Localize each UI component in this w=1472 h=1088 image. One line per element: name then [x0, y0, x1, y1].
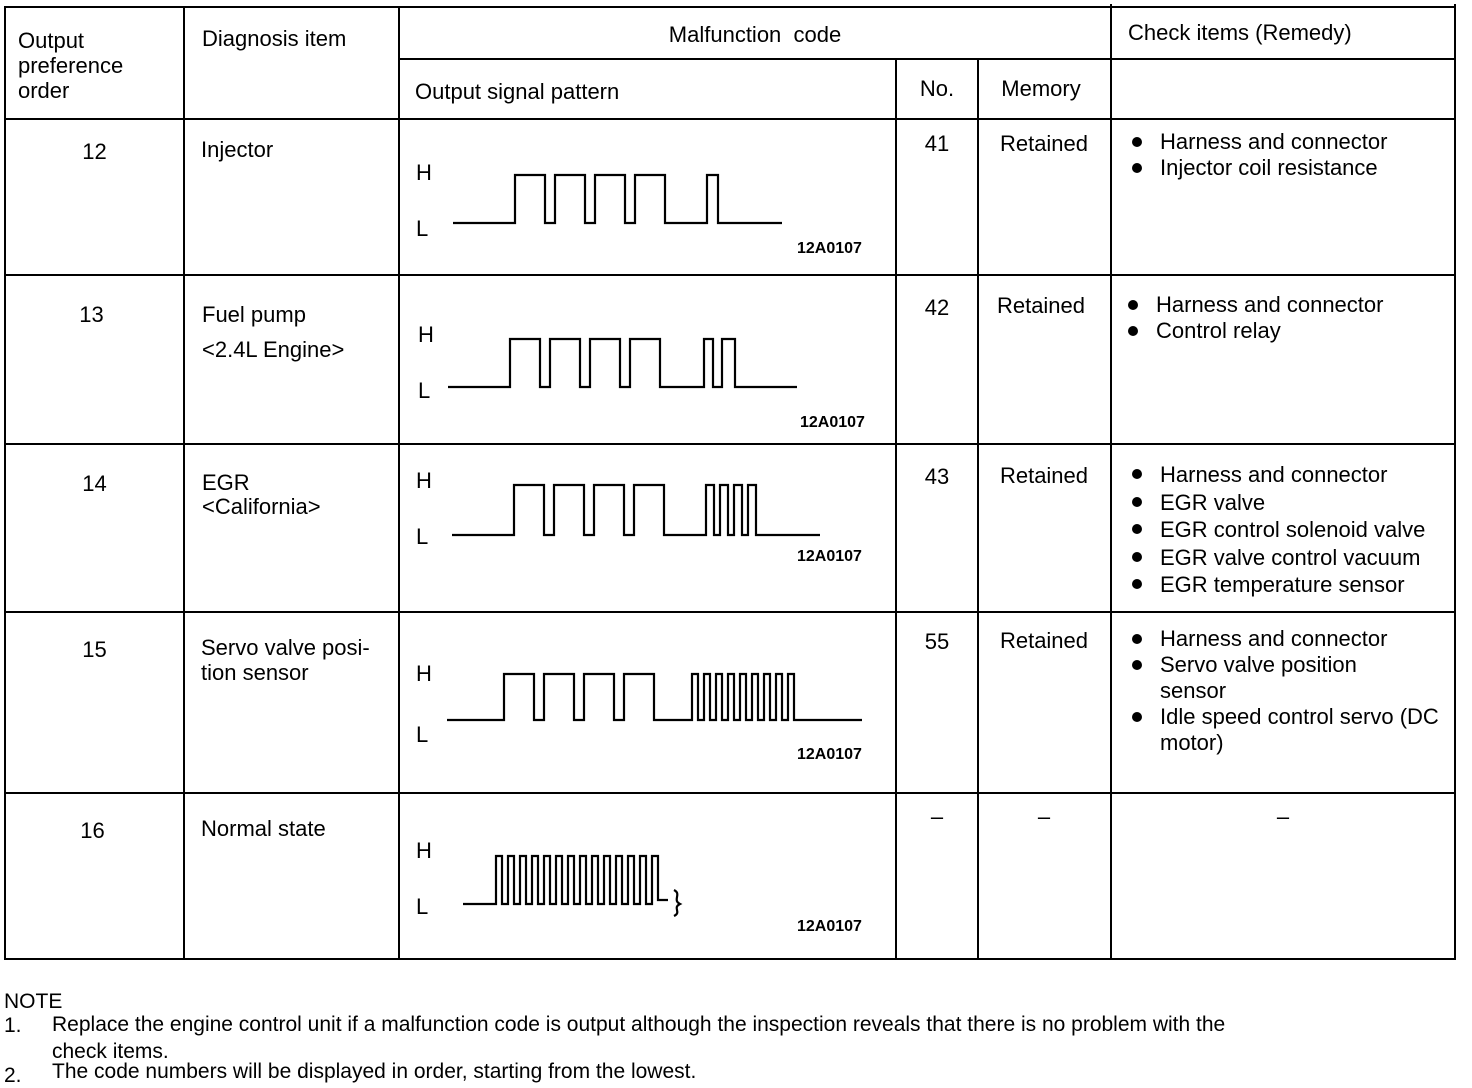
check-item: EGR valve [1128, 489, 1454, 517]
row-diagnosis: Servo valve posi- [201, 635, 370, 660]
check-items-list [1124, 292, 1444, 344]
check-item: Harness and connector [1128, 129, 1448, 155]
note-number: 2. [4, 1064, 22, 1087]
row-diagnosis: EGR [202, 470, 250, 495]
row-diagnosis: Fuel pump [202, 302, 306, 327]
figure-code: 12A0107 [800, 414, 865, 431]
check-item: Harness and connector [1124, 292, 1444, 318]
signal-high-label: H [416, 838, 432, 863]
check-items-list [1128, 626, 1446, 756]
check-items-list [1128, 129, 1448, 181]
row-memory: Retained [999, 131, 1089, 156]
row-memory: Retained [999, 628, 1089, 653]
signal-low-label: L [418, 378, 431, 403]
row-diagnosis: Normal state [201, 816, 326, 841]
check-item: Control relay [1124, 318, 1444, 344]
grid-line [398, 58, 1456, 60]
note-title: NOTE [4, 990, 63, 1013]
check-item: Harness and connector [1128, 461, 1454, 489]
row-code-no: 42 [924, 295, 950, 320]
header-order: Output preference order [18, 28, 124, 103]
note-text: check items. [52, 1040, 169, 1063]
row-code-no: – [930, 804, 944, 829]
signal-low-label: L [416, 216, 429, 241]
header-diagnosis: Diagnosis item [202, 26, 347, 51]
note-text: The code numbers will be displayed in order, starting from the lowest. [52, 1060, 697, 1083]
check-item: EGR control solenoid valve [1128, 516, 1454, 544]
figure-code: 12A0107 [797, 548, 862, 565]
grid-line [183, 6, 185, 960]
check-item: EGR valve control vacuum [1128, 544, 1454, 572]
grid-line [4, 6, 1456, 8]
header-signal-pattern: Output signal pattern [415, 79, 620, 104]
header-malfunction-code: Malfunction code [668, 22, 842, 47]
check-items-list [1128, 461, 1454, 599]
row-order: 13 [79, 302, 104, 327]
note-text: Replace the engine control unit if a malfunction code is output although the inspection reveals that there is no problem with the [52, 1013, 1226, 1036]
check-item: EGR temperature sensor [1128, 571, 1454, 599]
row-memory: – [1037, 804, 1051, 829]
header-memory: Memory [1001, 76, 1081, 101]
signal-low-label: L [416, 894, 429, 919]
signal-high-label: H [418, 322, 434, 347]
row-order: 12 [82, 139, 107, 164]
row-code-no: 43 [924, 464, 950, 489]
row-diagnosis: Injector [201, 137, 274, 162]
row-code-no: 55 [924, 629, 950, 654]
signal-low-label: L [416, 524, 429, 549]
header-check-items: Check items (Remedy) [1128, 20, 1352, 45]
row-order: 14 [82, 471, 107, 496]
row-order: 16 [80, 818, 105, 843]
row-diagnosis-sub: <California> [202, 494, 321, 519]
figure-code: 12A0107 [797, 918, 862, 935]
signal-waveform [400, 445, 870, 610]
row-check-dash: – [1276, 804, 1290, 829]
check-item: Harness and connector [1128, 626, 1446, 652]
check-item: Injector coil resistance [1128, 155, 1448, 181]
note-number: 1. [4, 1014, 22, 1037]
signal-high-label: H [416, 160, 432, 185]
row-diagnosis-sub: tion sensor [201, 660, 309, 685]
signal-waveform [400, 613, 870, 793]
row-diagnosis-sub: <2.4L Engine> [202, 337, 345, 362]
figure-code: 12A0107 [797, 746, 862, 763]
row-memory: Retained [999, 463, 1089, 488]
figure-code: 12A0107 [797, 240, 862, 257]
check-item: Idle speed control servo (DC motor) [1128, 704, 1450, 756]
check-item: Servo valve position sensor [1128, 652, 1400, 704]
signal-high-label: H [416, 468, 432, 493]
signal-high-label: H [416, 661, 432, 686]
signal-low-label: L [416, 722, 429, 747]
row-memory: Retained [996, 293, 1086, 318]
header-no: No. [919, 76, 955, 101]
grid-line [1454, 4, 1456, 960]
row-order: 15 [82, 637, 107, 662]
row-code-no: 41 [924, 131, 950, 156]
